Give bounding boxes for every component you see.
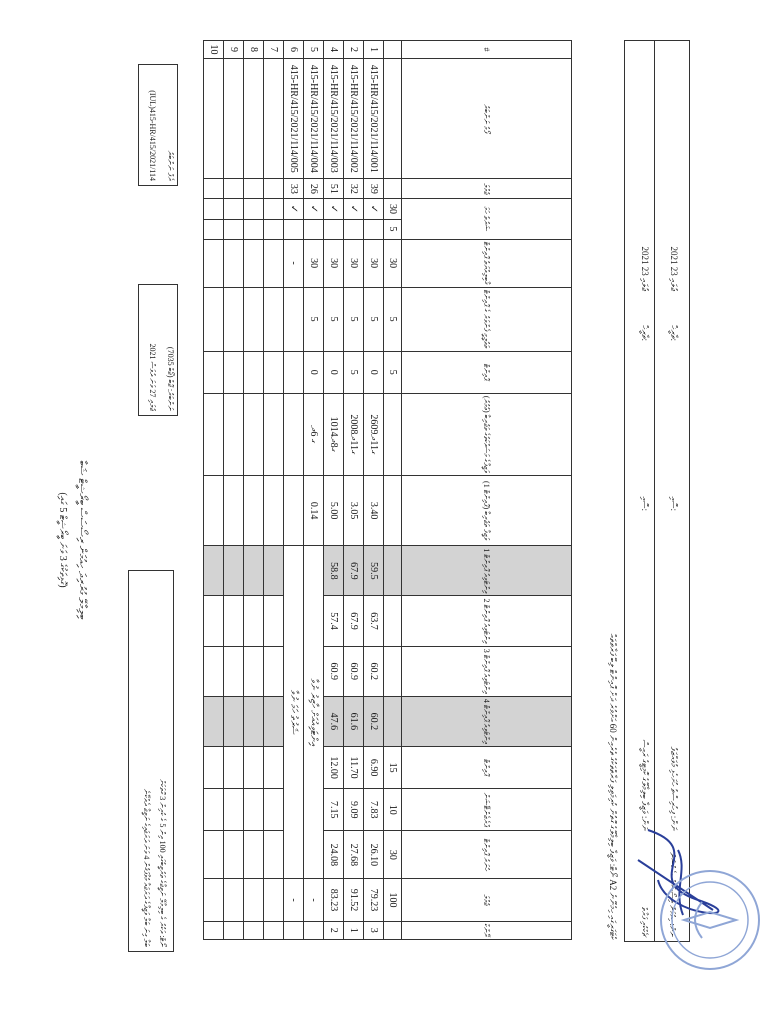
table-row xyxy=(204,41,224,940)
row-jobexp xyxy=(284,393,304,475)
row-num: 10 xyxy=(204,41,224,59)
row-rank xyxy=(284,921,304,939)
row-tick: ✓ xyxy=(344,199,364,219)
row-edu: 5 xyxy=(324,287,344,351)
row-i15 xyxy=(204,747,224,789)
weight-i10: 10 xyxy=(384,789,402,831)
signer-1-date: 2021 ޖުލައި 23 xyxy=(669,246,679,291)
row-interview-3: 57.4 xyxy=(324,596,344,646)
row-tick-b xyxy=(224,219,244,239)
note-line-2: ބަލާ ގިނަ ބަލާ ވަޒީފާގެ ދަރަޖައާ މުވާފަޤުން 4 ވަނަ ދަރަޖައިގެ ނަތީޖާ ދެއްކޭނެ xyxy=(142,788,151,947)
row-total: - xyxy=(284,879,304,921)
row-edu: 5 xyxy=(304,287,324,351)
row-num: 5 xyxy=(304,41,324,59)
row-rank: 1 xyxy=(344,921,364,939)
row-i10: 7.83 xyxy=(364,789,384,831)
side-label-2: ޗެކްކުރި ފަރާތް xyxy=(640,906,649,937)
document-title: ބިލިމާލޭ ގުރުރިދަ ހިއުމަން ރިސޯސަސް ބީރޯޝީޓް ޝަބާ xyxy=(76,460,88,620)
header-exp: ޕޮއިންޓް xyxy=(402,351,572,393)
signature-row-1 xyxy=(659,41,683,941)
row-qual xyxy=(264,239,284,287)
header-i30: ހުނަރު ޕޮއިންޓް xyxy=(402,831,572,879)
row-interview-2: 60.9 xyxy=(344,646,364,696)
header-total: ޖުމްލަ xyxy=(402,879,572,921)
row-i15 xyxy=(224,747,244,789)
row-i30: 24.08 xyxy=(324,831,344,879)
header-qual: ޤާބިލިއްޔަތު ޕޮއިންޓް xyxy=(402,239,572,287)
row-num: 6 xyxy=(284,41,304,59)
row-ref: 415-HR/415/2021/114/002 xyxy=(344,59,364,179)
row-qual xyxy=(244,239,264,287)
table-row xyxy=(244,41,264,940)
row-wexp xyxy=(244,476,264,546)
reference-box xyxy=(138,64,178,186)
note-line-1: ނޯޓް: އަކުރު ގެ ބިލިމާލޭ ނަތީޖާގެ ތަރުތީބުގައި 100 އިން 5 ގެ ކުރިން 3 ގޮތަކަށް xyxy=(158,779,167,947)
weights-row xyxy=(384,41,402,940)
row-tick-b xyxy=(324,219,344,239)
row-i30: 26.10 xyxy=(364,831,384,879)
header-i10: ޕްރެޒެންޓޭޝަން xyxy=(402,789,572,831)
signature-block xyxy=(624,40,690,942)
row-exp: 0 xyxy=(324,351,344,393)
row-jobexp: 26ގ11ދ09 xyxy=(364,393,384,475)
row-tick: ✓ xyxy=(304,199,324,219)
row-interview-4 xyxy=(204,546,224,596)
row-num: 2 xyxy=(344,41,364,59)
document-subtitle: (ގޮޅިތަކުގެ 3 ވަނަ ބީރޯޝީޓް 5 ގައި) xyxy=(57,492,68,588)
row-i15: 11.70 xyxy=(344,747,364,789)
row-tick-b xyxy=(244,219,264,239)
table-row xyxy=(324,41,344,940)
job-box xyxy=(138,284,178,416)
weight-i15: 15 xyxy=(384,747,402,789)
row-i10 xyxy=(224,789,244,831)
row-rank xyxy=(304,921,324,939)
row-tick xyxy=(224,199,244,219)
row-exp xyxy=(264,351,284,393)
header-rank: ރޭންކް xyxy=(402,921,572,939)
row-interview-2 xyxy=(244,646,264,696)
row-interview-1 xyxy=(204,696,224,746)
header-interview-1: 1 އިންޓަވިއު ޕޮއިންޓް xyxy=(402,546,572,596)
row-total xyxy=(264,879,284,921)
row-i30 xyxy=(244,831,264,879)
row-wexp: 3.40 xyxy=(364,476,384,546)
footer-note: ނޯޓް: ވަޒީފާ ބިލިމާލޭގެ ގޮތުން ކުރިމަތިލި ފަރާތްތަކުގެ ތެރެއިން 60 އަށްވުރެ ދަށް ޕޮއިންޓް ލިބޭ ފަރާތްތައް A2 ކެޓަގަރީގައި ހިމެނޭނެ xyxy=(608,633,618,940)
row-ref xyxy=(224,59,244,179)
row-i10 xyxy=(264,789,284,831)
row-num: 8 xyxy=(244,41,264,59)
row-interview-2 xyxy=(224,646,244,696)
header-ref: ފޯމު ނަންބަރު xyxy=(402,59,572,179)
row-i10 xyxy=(204,789,224,831)
weight-ticks-b: 5 xyxy=(384,219,402,239)
row-i30 xyxy=(204,831,224,879)
signer-2-sign: ސޮއި: xyxy=(640,496,650,511)
row-ref: 415-HR/415/2021/114/004 xyxy=(304,59,324,179)
row-qual: 30 xyxy=(364,239,384,287)
row-jobexp xyxy=(244,393,264,475)
row-wexp xyxy=(204,476,224,546)
row-marks xyxy=(264,179,284,199)
side-label-1: ނަން: ހިއުމަން ރިސޯސަސް ސެކްޝަން xyxy=(668,852,677,937)
row-num: 1 xyxy=(364,41,384,59)
row-tick-b xyxy=(284,219,304,239)
row-wexp: 3.05 xyxy=(344,476,364,546)
row-edu xyxy=(224,287,244,351)
row-ref: 415-HR/415/2021/114/003 xyxy=(324,59,344,179)
row-absent-note: އިންޓަވިއުއަށް ހާޒިރު ނުވާ xyxy=(304,546,324,879)
row-i30 xyxy=(264,831,284,879)
table-row xyxy=(364,41,384,940)
row-rank xyxy=(224,921,244,939)
row-interview-1 xyxy=(224,696,244,746)
row-interview-4: 59.5 xyxy=(364,546,384,596)
row-interview-4 xyxy=(264,546,284,596)
row-total xyxy=(224,879,244,921)
row-marks: 39 xyxy=(364,179,384,199)
row-interview-3: 67.9 xyxy=(344,596,364,646)
header-i15: ޕޮއިންޓް xyxy=(402,747,572,789)
row-edu: 5 xyxy=(364,287,384,351)
row-tick-b xyxy=(264,219,284,239)
job-date: 2021 ޖުލައި 27 ވަނަ ދުވަސް xyxy=(148,343,157,411)
table-body xyxy=(204,41,384,940)
row-interview-1: 47.6 xyxy=(324,696,344,746)
row-interview-3 xyxy=(264,596,284,646)
row-rank xyxy=(204,921,224,939)
header-row xyxy=(402,41,572,940)
row-i10 xyxy=(244,789,264,831)
signer-1-date-label: ތާރީޚް: xyxy=(669,325,679,341)
row-num: 7 xyxy=(264,41,284,59)
row-tick-b xyxy=(344,219,364,239)
row-exp xyxy=(204,351,224,393)
row-total: - xyxy=(304,879,324,921)
header-wexp: ވަޒީފާ ތަޖުރިބާ (ޕޮއިންޓް 1) xyxy=(402,476,572,546)
header-interview-3: 3 އިންޓަވިއު ޕޮއިންޓް xyxy=(402,646,572,696)
reference-label: ރެފް ނަންބަރު xyxy=(166,150,175,181)
row-qual: 30 xyxy=(324,239,344,287)
weight-jobexp: 5 xyxy=(384,351,402,393)
row-interview-2: 60.9 xyxy=(324,646,344,696)
row-tick: ✓ xyxy=(364,199,384,219)
row-marks xyxy=(204,179,224,199)
row-jobexp xyxy=(204,393,224,475)
row-total xyxy=(204,879,224,921)
row-interview-1 xyxy=(244,696,264,746)
weight-i30: 30 xyxy=(384,831,402,879)
row-tick: ✓ xyxy=(324,199,344,219)
row-qual: - xyxy=(284,239,304,287)
row-interview-4: 58.8 xyxy=(324,546,344,596)
row-interview-1 xyxy=(264,696,284,746)
row-i10: 9.09 xyxy=(344,789,364,831)
table-row xyxy=(264,41,284,940)
row-marks: 26 xyxy=(304,179,324,199)
row-jobexp xyxy=(224,393,244,475)
row-edu: 5 xyxy=(344,287,364,351)
row-wexp: 0.14 xyxy=(304,476,324,546)
row-tick: ✓ xyxy=(284,199,304,219)
row-interview-1: 61.6 xyxy=(344,696,364,746)
row-interview-2 xyxy=(264,646,284,696)
row-interview-3 xyxy=(204,596,224,646)
row-rank: 2 xyxy=(324,921,344,939)
row-ref xyxy=(244,59,264,179)
row-marks xyxy=(224,179,244,199)
signer-2-label: ނަން: ވަޒީފާ ބިލިމާލޭގެ ކޮމިޓީގެ ރައީސް xyxy=(640,739,650,831)
row-qual xyxy=(204,239,224,287)
row-interview-1: 60.2 xyxy=(364,696,384,746)
row-exp: 0 xyxy=(304,351,324,393)
signature-row-2 xyxy=(630,41,655,941)
row-ref: 415-HR/415/2021/114/001 xyxy=(364,59,384,179)
row-rank xyxy=(264,921,284,939)
row-rank xyxy=(244,921,264,939)
row-num: 4 xyxy=(324,41,344,59)
row-interview-4 xyxy=(224,546,244,596)
row-edu xyxy=(284,287,304,351)
row-absent-note: ޝަރުތު ހަމަ ނުވާ xyxy=(284,546,304,879)
row-i15 xyxy=(264,747,284,789)
signer-1-label: ނަން: ފިހުރިސްތު ހުށަހެޅި މުވައްޒަފު xyxy=(669,746,679,831)
row-exp xyxy=(224,351,244,393)
weight-edu: 5 xyxy=(384,287,402,351)
job-number: ނަންބަރު: ޖޮބް (ޖޯބް 7035) xyxy=(166,346,175,411)
row-edu xyxy=(264,287,284,351)
weight-total: 100 xyxy=(384,879,402,921)
header-ticks: ޝަރުތު ހަމަ xyxy=(402,199,572,239)
row-exp xyxy=(244,351,264,393)
table-row xyxy=(304,41,324,940)
row-num: 9 xyxy=(224,41,244,59)
table-row xyxy=(224,41,244,940)
reference-number: (IUL)415-HR/415/2021/114 xyxy=(148,90,157,181)
official-seal xyxy=(660,870,760,970)
row-tick-b xyxy=(364,219,384,239)
header-interview-4: 4 އިންޓަވިއު ޕޮއިންޓް xyxy=(402,696,572,746)
row-interview-3 xyxy=(224,596,244,646)
row-interview-4 xyxy=(244,546,264,596)
row-total: 83.23 xyxy=(324,879,344,921)
header-edu: ތަޢުލީމީ ފެންވަރު ގެ ޕޮއިންޓް xyxy=(402,287,572,351)
row-edu xyxy=(244,287,264,351)
row-rank: 3 xyxy=(364,921,384,939)
note-box xyxy=(128,570,174,952)
row-marks: 32 xyxy=(344,179,364,199)
row-i15: 6.90 xyxy=(364,747,384,789)
row-interview-2 xyxy=(204,646,224,696)
row-marks xyxy=(244,179,264,199)
row-i15: 12.00 xyxy=(324,747,344,789)
row-jobexp: ގ 6ދ xyxy=(304,393,324,475)
row-tick xyxy=(264,199,284,219)
row-ref xyxy=(204,59,224,179)
row-interview-3 xyxy=(244,596,264,646)
row-tick xyxy=(244,199,264,219)
row-i30 xyxy=(224,831,244,879)
row-tick-b xyxy=(304,219,324,239)
table-row xyxy=(284,41,304,940)
row-tick xyxy=(204,199,224,219)
row-exp: 5 xyxy=(344,351,364,393)
row-interview-4: 67.9 xyxy=(344,546,364,596)
row-interview-3: 63.7 xyxy=(364,596,384,646)
header-jobexp: ވަޒީފާގެ މަސައްކަތުގެ ތަޖުރިބާ (ޢުމުރު) xyxy=(402,393,572,475)
row-ref xyxy=(264,59,284,179)
row-wexp xyxy=(284,476,304,546)
row-edu xyxy=(204,287,224,351)
row-marks: 51 xyxy=(324,179,344,199)
header-num: # xyxy=(402,41,572,59)
row-total: 79.23 xyxy=(364,879,384,921)
row-i15 xyxy=(244,747,264,789)
row-total: 91.52 xyxy=(344,879,364,921)
row-ref: 415-HR/415/2021/114/005 xyxy=(284,59,304,179)
header-interview-2: 2 އިންޓަވިއު ޕޮއިންޓް xyxy=(402,596,572,646)
header-marks: ޖުމްލަ xyxy=(402,179,572,199)
emblem-icon xyxy=(662,872,758,968)
row-marks: 33 xyxy=(284,179,304,199)
row-tick-b xyxy=(204,219,224,239)
row-exp: 0 xyxy=(364,351,384,393)
row-wexp xyxy=(264,476,284,546)
row-qual: 30 xyxy=(344,239,364,287)
row-qual: 30 xyxy=(304,239,324,287)
table-row xyxy=(344,41,364,940)
row-wexp xyxy=(224,476,244,546)
row-exp xyxy=(284,351,304,393)
weight-ticks-a: 30 xyxy=(384,199,402,219)
row-interview-2: 60.2 xyxy=(364,646,384,696)
row-wexp: 5.00 xyxy=(324,476,344,546)
weight-qual: 30 xyxy=(384,239,402,287)
results-table xyxy=(203,40,572,940)
row-jobexp: 20ގ11ދ08 xyxy=(344,393,364,475)
row-jobexp xyxy=(264,393,284,475)
signer-2-date: 2021 ޖުލައި 23 xyxy=(640,246,650,291)
row-i10: 7.15 xyxy=(324,789,344,831)
signer-2-date-label: ތާރީޚް: xyxy=(640,325,650,341)
row-qual xyxy=(224,239,244,287)
row-total xyxy=(244,879,264,921)
row-jobexp: 10ގ8ދ14 xyxy=(324,393,344,475)
signer-1-sign: ސޮއި: xyxy=(669,496,679,511)
row-i30: 27.68 xyxy=(344,831,364,879)
